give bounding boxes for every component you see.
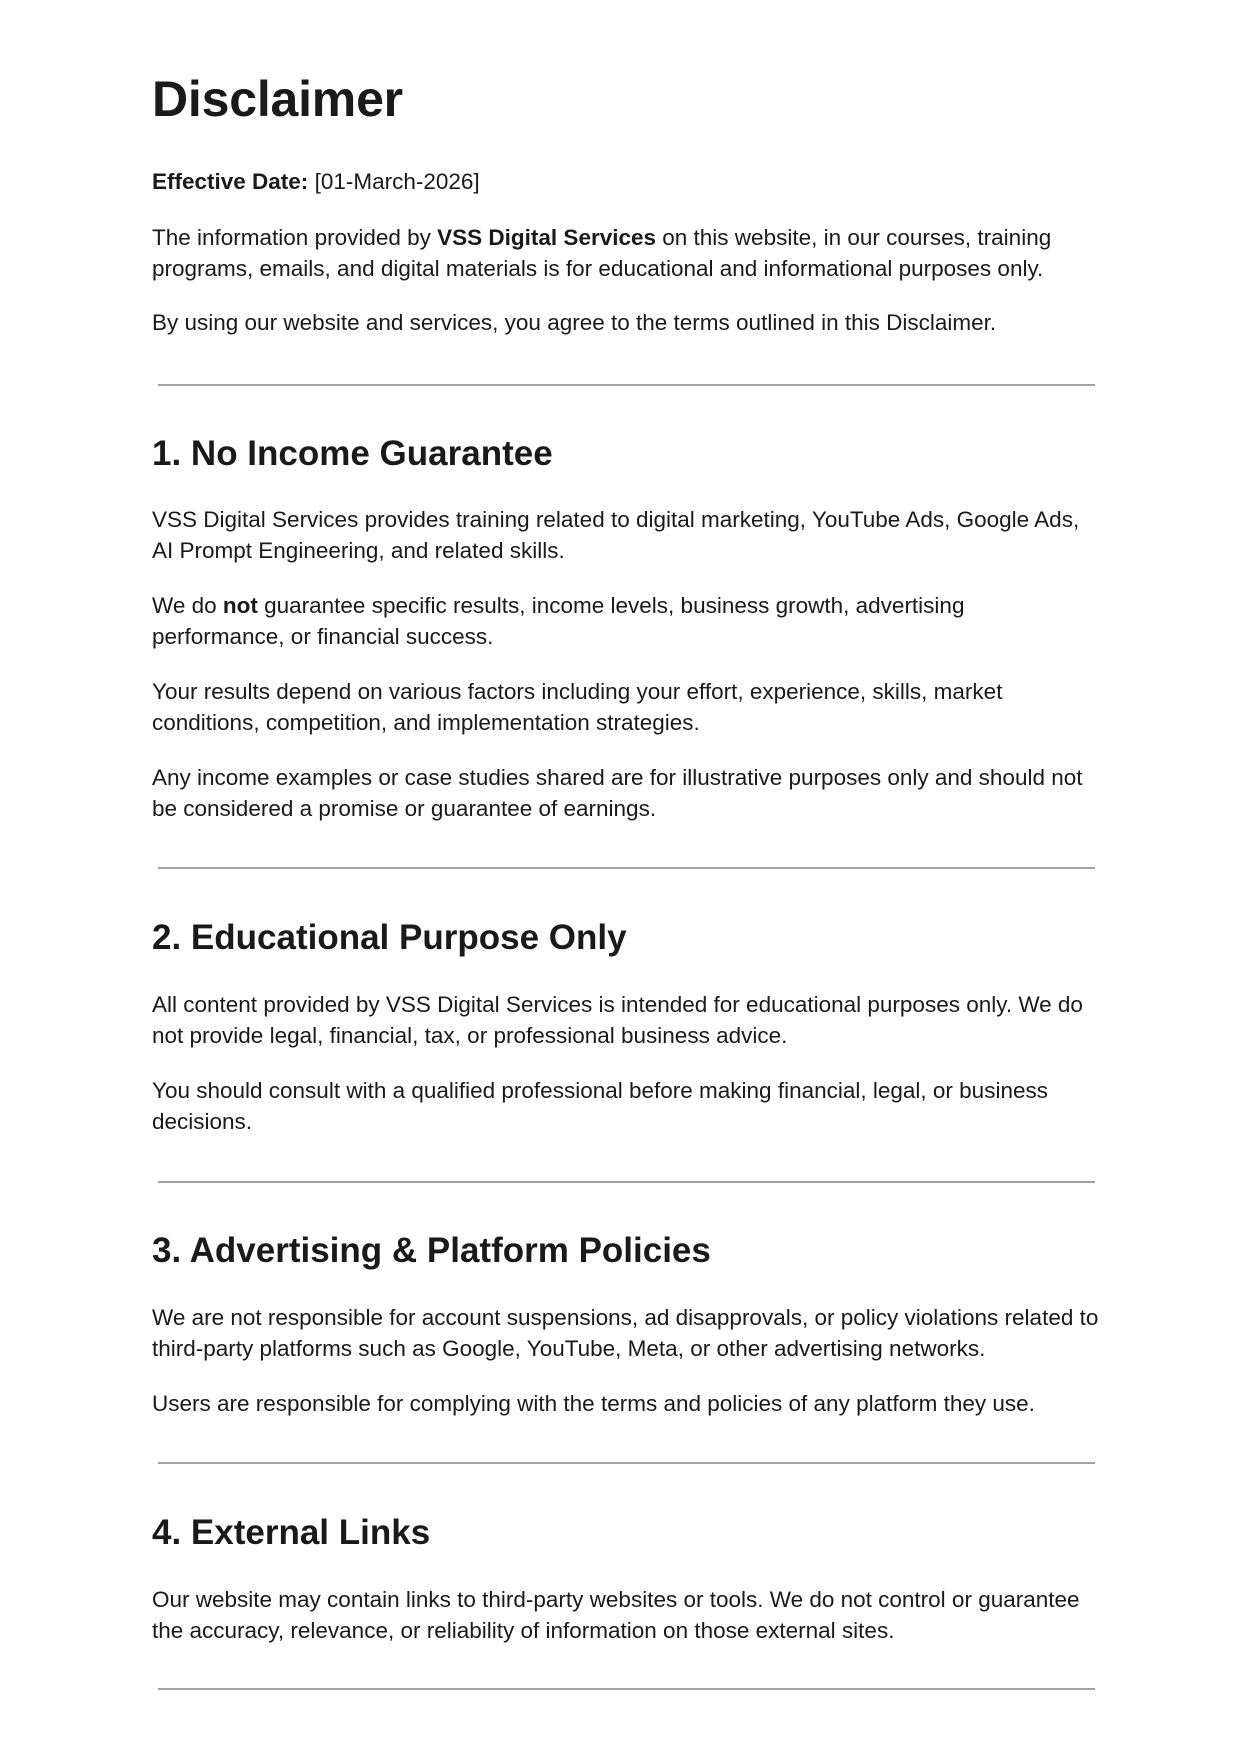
section-4-paragraph: Our website may contain links to third-party websites or tools. We do not control or guarantee the accuracy, relevance, or reliability of information on those external sites.	[152, 1587, 1080, 1643]
divider	[158, 1181, 1095, 1183]
intro-text-continued: on this website, in our courses, training programs, emails, and digital materials is for educational and informational purposes only.	[152, 225, 1052, 281]
divider	[158, 384, 1095, 386]
section-heading-advertising-policies: 3. Advertising & Platform Policies	[152, 1231, 711, 1270]
agreement-paragraph: By using our website and services, you agree to the terms outlined in this Disclaimer.	[152, 310, 997, 335]
section-2-paragraph: You should consult with a qualified professional before making financial, legal, or business decisions.	[152, 1078, 1048, 1134]
section-1-paragraph: Any income examples or case studies shared are for illustrative purposes only and should not be considered a promise or guarantee of earnings.	[152, 765, 1083, 821]
section-2-paragraph: All content provided by VSS Digital Services is intended for educational purposes only. We do not provide legal, financial, tax, or professional business advice.	[152, 992, 1083, 1048]
effective-date	[152, 166, 1102, 197]
section-1-paragraph: VSS Digital Services provides training related to digital marketing, YouTube Ads, Google Ads, AI Prompt Engineering, and related skills.	[152, 507, 1080, 563]
emphasis-not: not	[222, 593, 258, 618]
divider	[158, 867, 1095, 869]
effective-date-label: Effective Date:	[152, 169, 309, 194]
divider	[158, 1688, 1095, 1690]
section-heading-no-income-guarantee: 1. No Income Guarantee	[152, 434, 553, 473]
effective-date-value: [01-March-2026]	[314, 169, 480, 194]
company-name: VSS Digital Services	[437, 225, 657, 250]
intro-paragraph	[152, 222, 1102, 284]
divider	[158, 1462, 1095, 1464]
section-heading-external-links: 4. External Links	[152, 1513, 431, 1552]
page-title: Disclaimer	[152, 71, 403, 127]
section-1-paragraph: Your results depend on various factors including your effort, experience, skills, market conditions, competition, and implementation strategies.	[152, 679, 1003, 735]
section-1-text-continued: guarantee specific results, income levels, business growth, advertising performance, or financial success.	[152, 593, 965, 649]
section-heading-educational-purpose: 2. Educational Purpose Only	[152, 918, 627, 957]
section-1-paragraph	[152, 590, 1102, 652]
section-3-paragraph: Users are responsible for complying with the terms and policies of any platform they use.	[152, 1391, 1035, 1416]
section-1-text: We do	[152, 593, 223, 618]
section-3-paragraph: We are not responsible for account suspensions, ad disapprovals, or policy violations related to third-party platforms such as Google, YouTube, Meta, or other advertising networks.	[152, 1305, 1099, 1361]
intro-text: The information provided by	[152, 225, 438, 250]
